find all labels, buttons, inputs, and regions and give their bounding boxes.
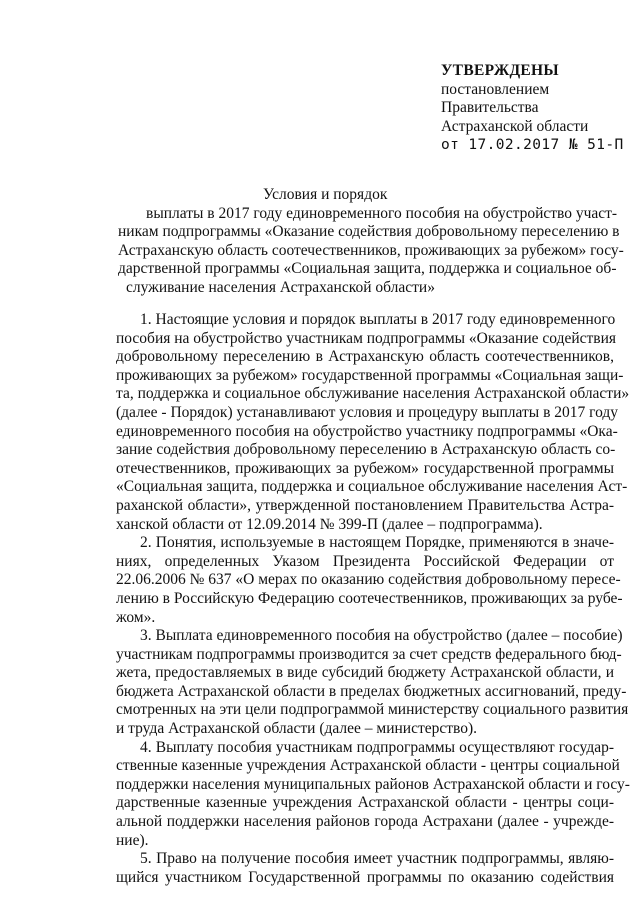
paragraph-line: (далее - Порядок) устанавливают условия и процедуру выплаты в 2017 году (116, 403, 619, 421)
paragraph-line: поддержки населения муниципальных районов Астраханской области и госу- (116, 775, 630, 793)
paragraph-line: смотренных на эти цели подпрограммой министерству социального развития (116, 701, 629, 719)
title-line: дарственной программы «Социальная защита, поддержка и социальное об- (118, 260, 617, 277)
document-body (116, 311, 630, 887)
paragraph-line: ханской области от 12.09.2014 № 399-П (далее – подпрограмма). (116, 515, 543, 533)
paragraph-line: ственные казенные учреждения Астраханской области - центры социальной (116, 757, 620, 775)
paragraph-line: ние). (116, 831, 149, 849)
paragraph-line: пособия на обустройство участникам подпрограммы «Оказание содействия (116, 329, 617, 347)
approval-line: Правительства (441, 99, 539, 116)
paragraph-line: 22.06.2006 № 637 «О мерах по оказанию содействия добровольному пересе- (116, 571, 621, 589)
approval-stamp: УТВЕРЖДЕНЫ (441, 62, 559, 79)
title-line: никам подпрограммы «Оказание содействия добровольному переселению в (118, 223, 620, 240)
paragraph-line: раханской области», утвержденной постановлением Правительства Астра- (116, 496, 614, 514)
approval-date: от 17.02.2017 № 51-П (441, 137, 624, 153)
paragraph-line: бюджета Астраханской области в пределах бюджетных ассигнований, преду- (116, 682, 627, 700)
paragraph-line: зание содействия добровольному переселению в Астраханскую область со- (116, 441, 616, 459)
document-title (118, 186, 624, 297)
paragraph-line: добровольному переселению в Астраханскую область соотечественников, (116, 348, 614, 366)
paragraph-line: «Социальная защита, поддержка и социальное обслуживание населения Аст- (116, 478, 628, 496)
title-line: служивание населения Астраханской области» (126, 278, 435, 296)
paragraph-line: та, поддержка и социальное обслуживание населения Астраханской области» (116, 385, 630, 403)
title-line: Астраханскую область соотечественников, проживающих за рубежом» госу- (118, 241, 624, 259)
approval-line: Астраханской области (441, 117, 589, 135)
paragraph-line: 5. Право на получение пособия имеет участник подпрограммы, являю- (140, 850, 614, 868)
paragraph-line: дарственные казенные учреждения Астраханской области - центры соци- (116, 794, 614, 812)
paragraph-line: 3. Выплата единовременного пособия на обустройство (далее – пособие) (140, 627, 623, 645)
approval-block (441, 62, 631, 155)
paragraph-line: жета, предоставляемых в виде субсидий бюджету Астраханской области, и (116, 664, 614, 682)
paragraph-line: и труда Астраханской области (далее – министерство). (116, 720, 478, 738)
paragraph-line: лению в Российскую Федерацию соотечественников, проживающих за рубе- (116, 589, 623, 607)
title-line: выплаты в 2017 году единовременного пособия на обустройство участ- (146, 204, 618, 222)
title-heading: Условия и порядок (263, 186, 388, 203)
paragraph-line: 2. Понятия, используемые в настоящем Порядке, применяются в значе- (140, 534, 614, 552)
paragraph-line: единовременного пособия на обустройство участнику подпрограммы «Ока- (116, 422, 618, 440)
paragraph-line: жом». (116, 608, 156, 626)
paragraph-line: участникам подпрограммы производится за счет средств федерального бюд- (116, 645, 622, 663)
paragraph-line: ниях, определенных Указом Президента Российской Федерации от (116, 552, 614, 570)
paragraph-line: щийся участником Государственной программы по оказанию содействия (116, 868, 614, 886)
paragraph-line: отечественников, проживающих за рубежом» государственной программы (116, 459, 614, 477)
approval-line: постановлением (441, 80, 550, 98)
paragraph-line: альной поддержки населения районов города Астрахани (далее - учрежде- (116, 813, 614, 831)
paragraph-line: 1. Настоящие условия и порядок выплаты в 2017 году единовременного (140, 311, 616, 328)
paragraph-line: проживающих за рубежом» государственной программы «Социальная защи- (116, 366, 624, 384)
paragraph-line: 4. Выплату пособия участникам подпрограммы осуществляют госудаp- (140, 738, 614, 756)
